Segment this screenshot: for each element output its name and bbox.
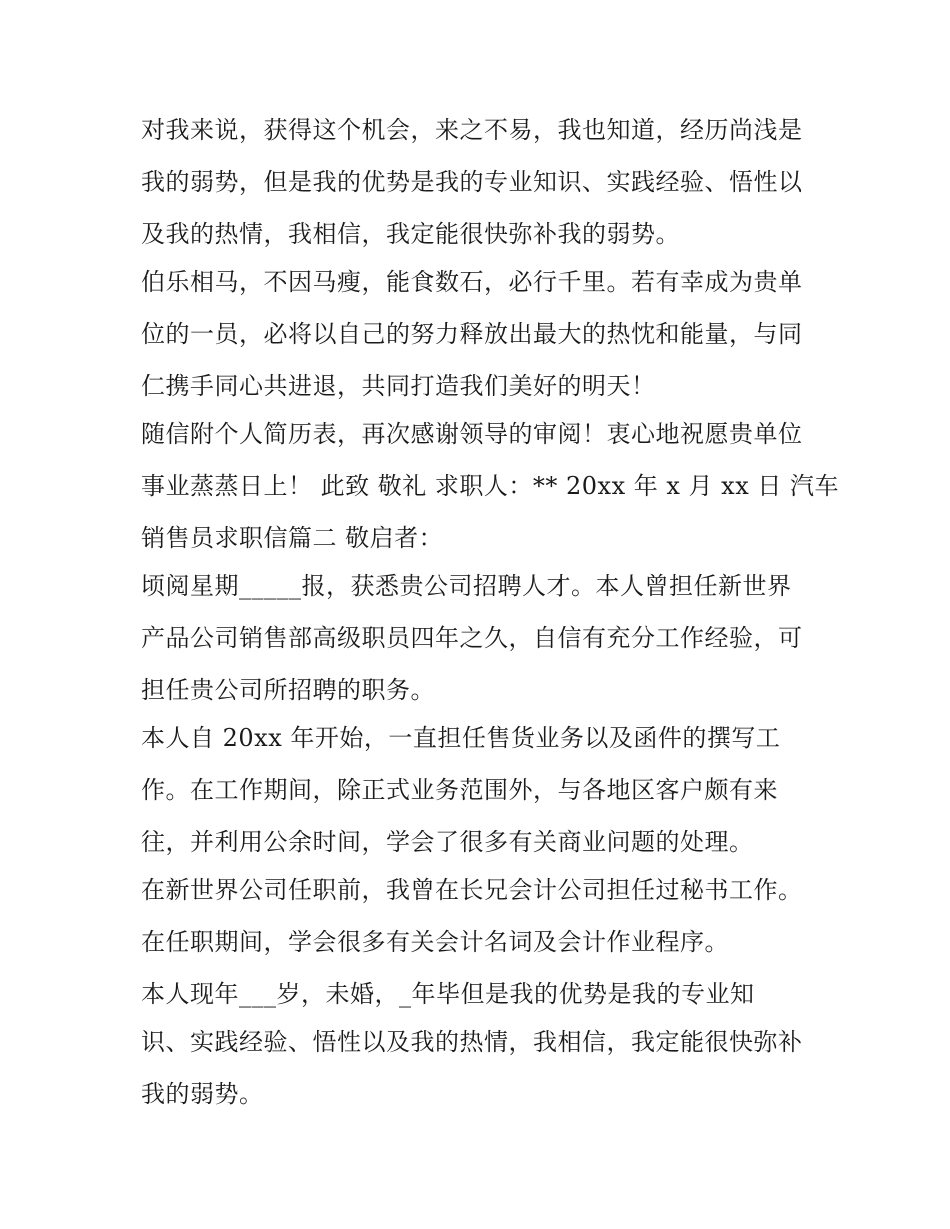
text-line: 担任贵公司所招聘的职务。: [141, 676, 435, 704]
text-line: 随信附个人简历表，再次感谢领导的审阅！衷心地祝愿贵单位: [141, 420, 803, 448]
text-line: 事业蒸蒸日上！ 此致 敬礼 求职人：** 20xx 年 x 月 xx 日 汽车: [141, 472, 840, 500]
text-line: 伯乐相马，不因马瘦，能食数石，必行千里。若有幸成为贵单: [141, 268, 803, 296]
text-line: 对我来说，获得这个机会，来之不易，我也知道，经历尚浅是: [141, 116, 803, 144]
text-line: 及我的热情，我相信，我定能很快弥补我的弱势。: [141, 220, 680, 248]
text-line: 位的一员，必将以自己的努力释放出最大的热忱和能量，与同: [141, 320, 803, 348]
text-line: 我的弱势，但是我的优势是我的专业知识、实践经验、悟性以: [141, 168, 803, 196]
text-line: 作。在工作期间，除正式业务范围外，与各地区客户颇有来: [141, 776, 778, 804]
text-line: 往，并利用公余时间，学会了很多有关商业问题的处理。: [141, 828, 754, 856]
text-line: 识、实践经验、悟性以及我的热情，我相信，我定能很快弥补: [141, 1028, 803, 1056]
text-line: 本人自 20xx 年开始，一直担任售货业务以及函件的撰写工: [141, 724, 781, 752]
text-line: 仁携手同心共进退，共同打造我们美好的明天！: [141, 372, 656, 400]
text-line: 本人现年___岁，未婚，_年毕但是我的优势是我的专业知: [141, 980, 755, 1008]
text-line: 我的弱势。: [141, 1080, 264, 1108]
text-line: 在新世界公司任职前，我曾在长兄会计公司担任过秘书工作。: [141, 876, 803, 904]
text-line: 在任职期间，学会很多有关会计名词及会计作业程序。: [141, 928, 729, 956]
text-line: 产品公司销售部高级职员四年之久，自信有充分工作经验，可: [141, 624, 803, 652]
text-line: 顷阅星期_____报，获悉贵公司招聘人才。本人曾担任新世界: [141, 572, 792, 600]
text-line: 销售员求职信篇二 敬启者：: [141, 524, 444, 552]
